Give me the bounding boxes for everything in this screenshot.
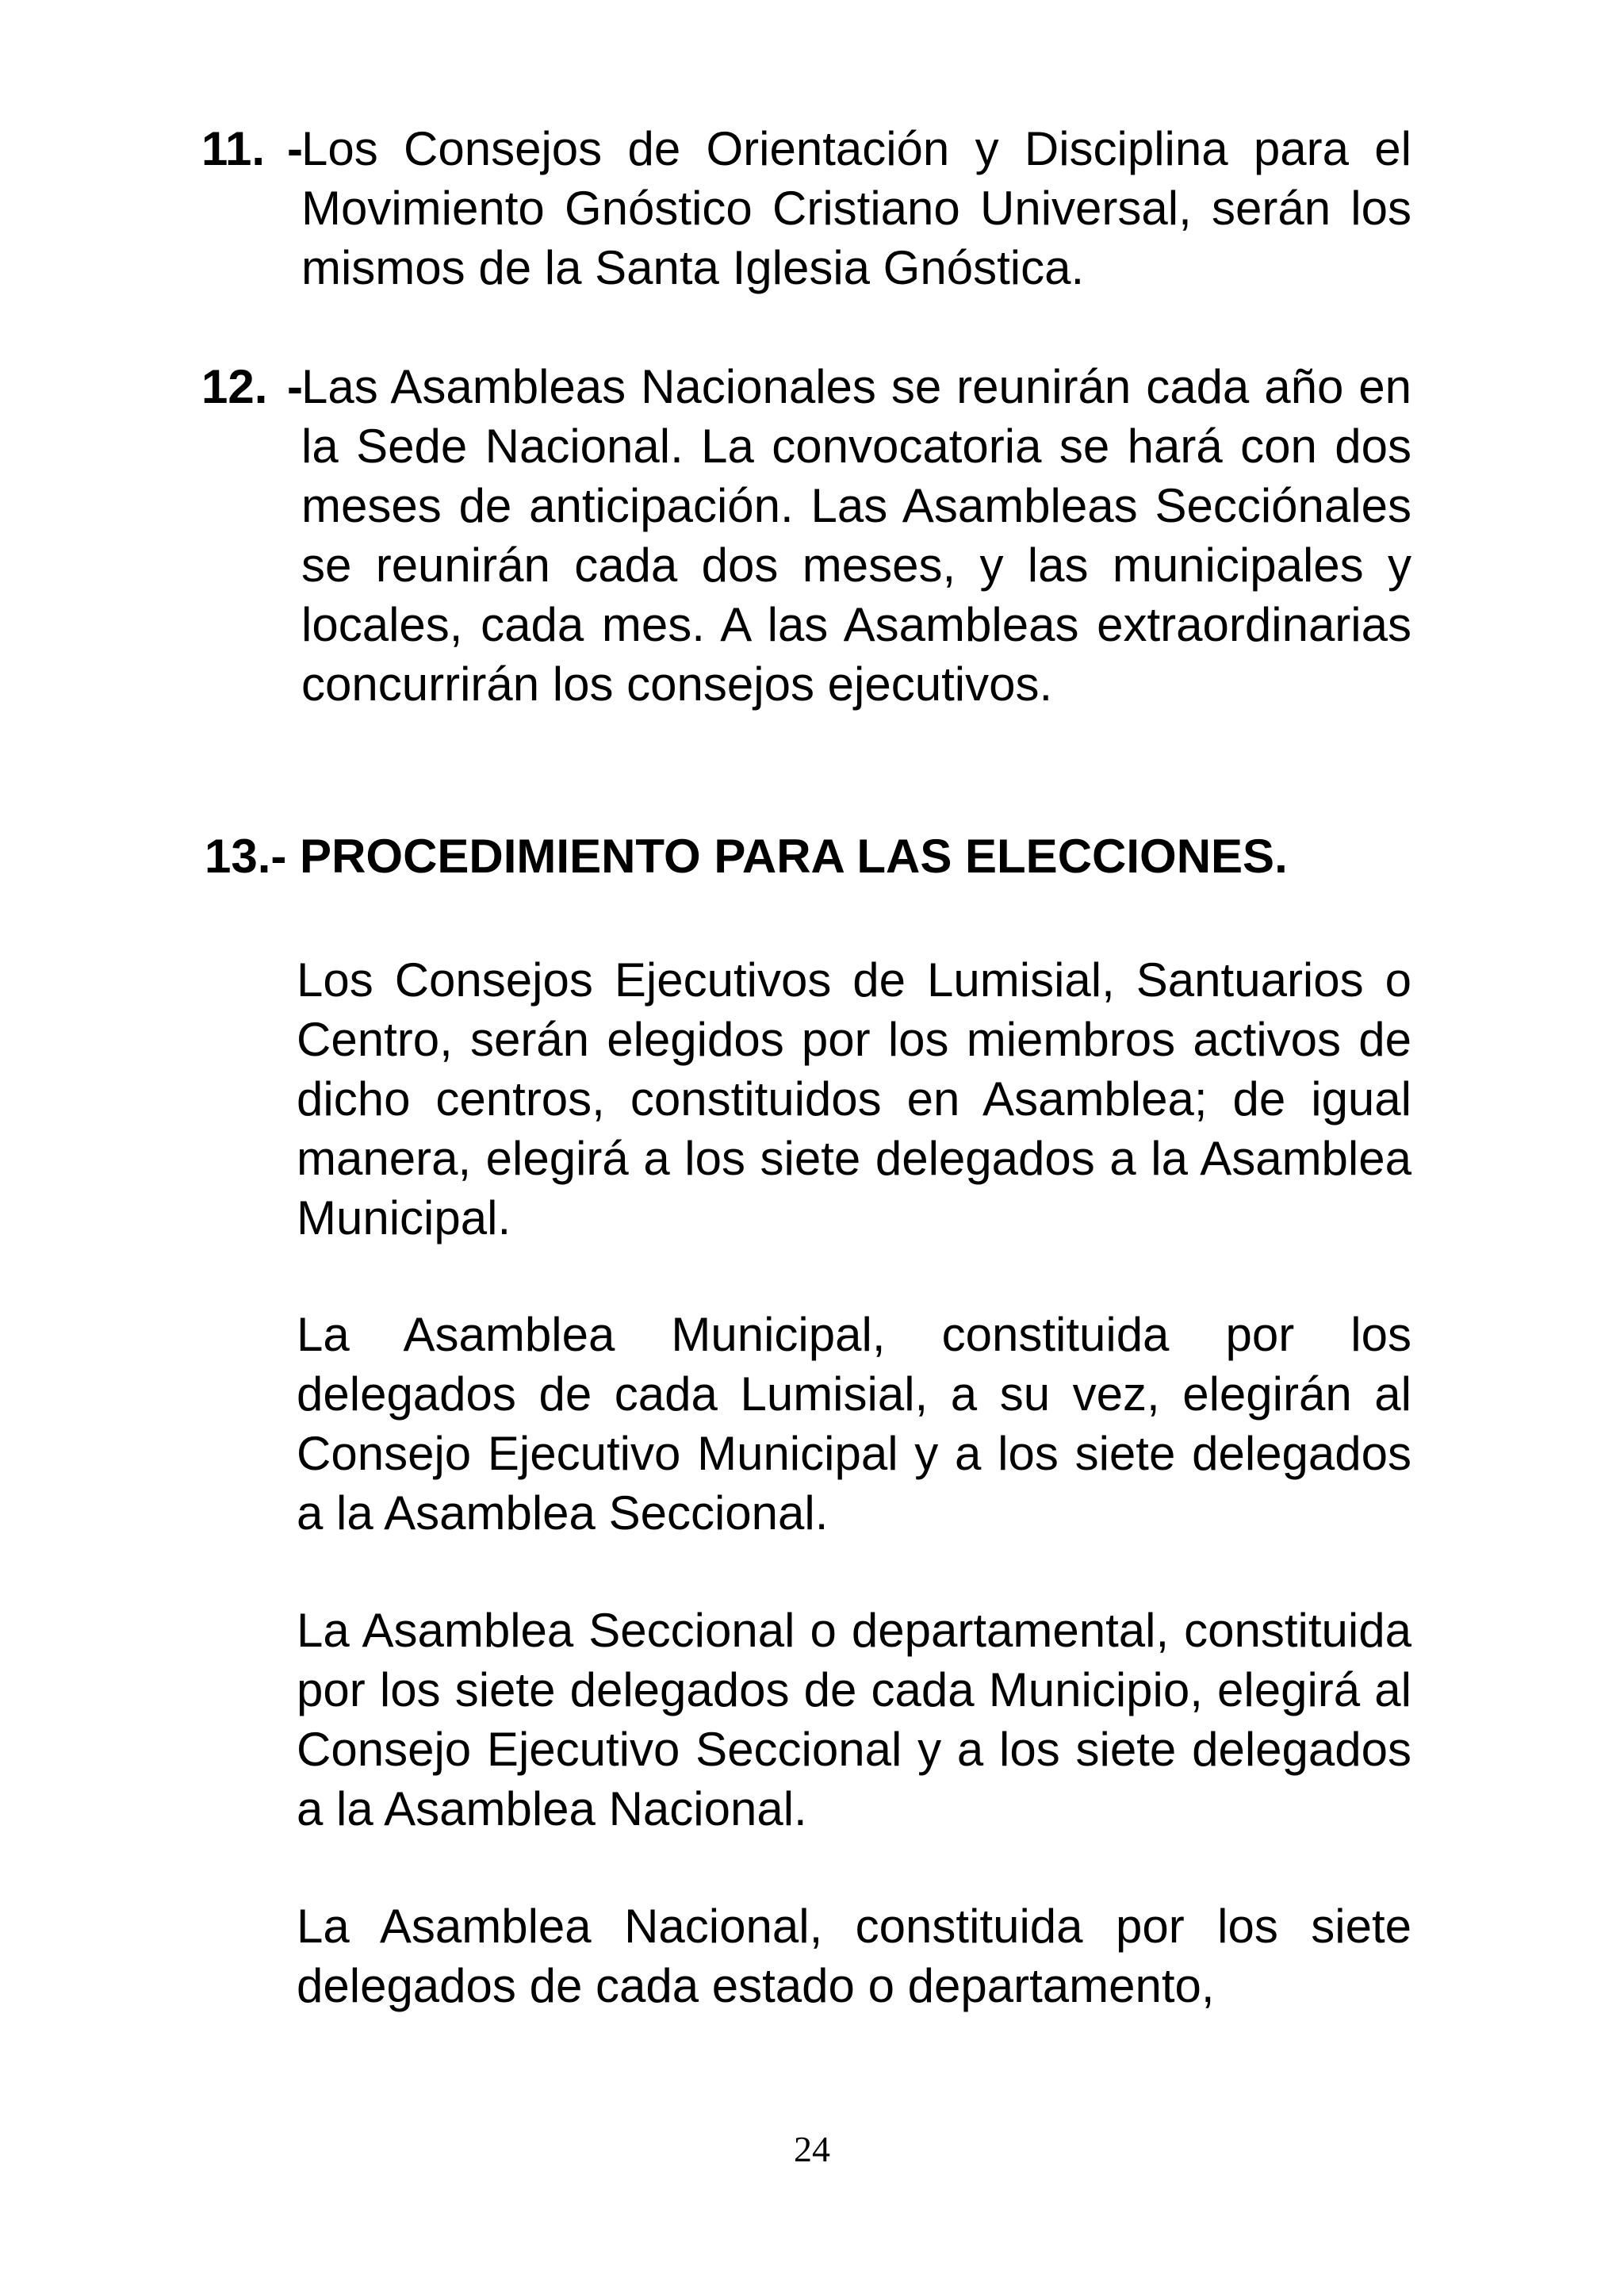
item-number: 12. (201, 360, 268, 413)
numbered-item-12 (201, 357, 1411, 714)
section-heading: 13.- PROCEDIMIENTO PARA LAS ELECCIONES. (205, 830, 1288, 883)
item-dash: - (287, 360, 303, 413)
item-dash: - (287, 122, 303, 175)
numbered-item-11 (201, 119, 1411, 297)
paragraph: Los Consejos Ejecutivos de Lumisial, Santuarios o Centro, serán elegidos por los miembros activos de dicho centros, constituidos en Asamblea; de igual manera, elegirá a los siete delegados a la Asamblea Municipal. (297, 953, 1411, 1244)
item-text: Los Consejos de Orientación y Disciplina para el Movimiento Gnóstico Cristiano Universal, serán los mismos de la Santa Iglesia Gnóstica. (301, 122, 1411, 294)
paragraph: La Asamblea Municipal, constituida por los delegados de cada Lumisial, a su vez, elegirán al Consejo Ejecutivo Municipal y a los siete delegados a la Asamblea Seccional. (297, 1308, 1411, 1540)
paragraph: La Asamblea Seccional o departamental, constituida por los siete delegados de cada Municipio, elegirá al Consejo Ejecutivo Seccional y a los siete delegados a la Asamblea Nacional. (297, 1604, 1411, 1835)
paragraph: La Asamblea Nacional, constituida por los siete delegados de cada estado o departamento, (297, 1900, 1411, 2012)
item-number: 11. (201, 122, 266, 175)
item-text: Las Asambleas Nacionales se reunirán cada año en la Sede Nacional. La convocatoria se hará con dos meses de anticipación. Las Asambleas Secciónales se reunirán cada dos meses, y las municipales y locales, cada mes. A las Asambleas extraordinarias concurrirán los consejos ejecutivos. (301, 360, 1411, 711)
page-number: 24 (794, 2129, 830, 2169)
